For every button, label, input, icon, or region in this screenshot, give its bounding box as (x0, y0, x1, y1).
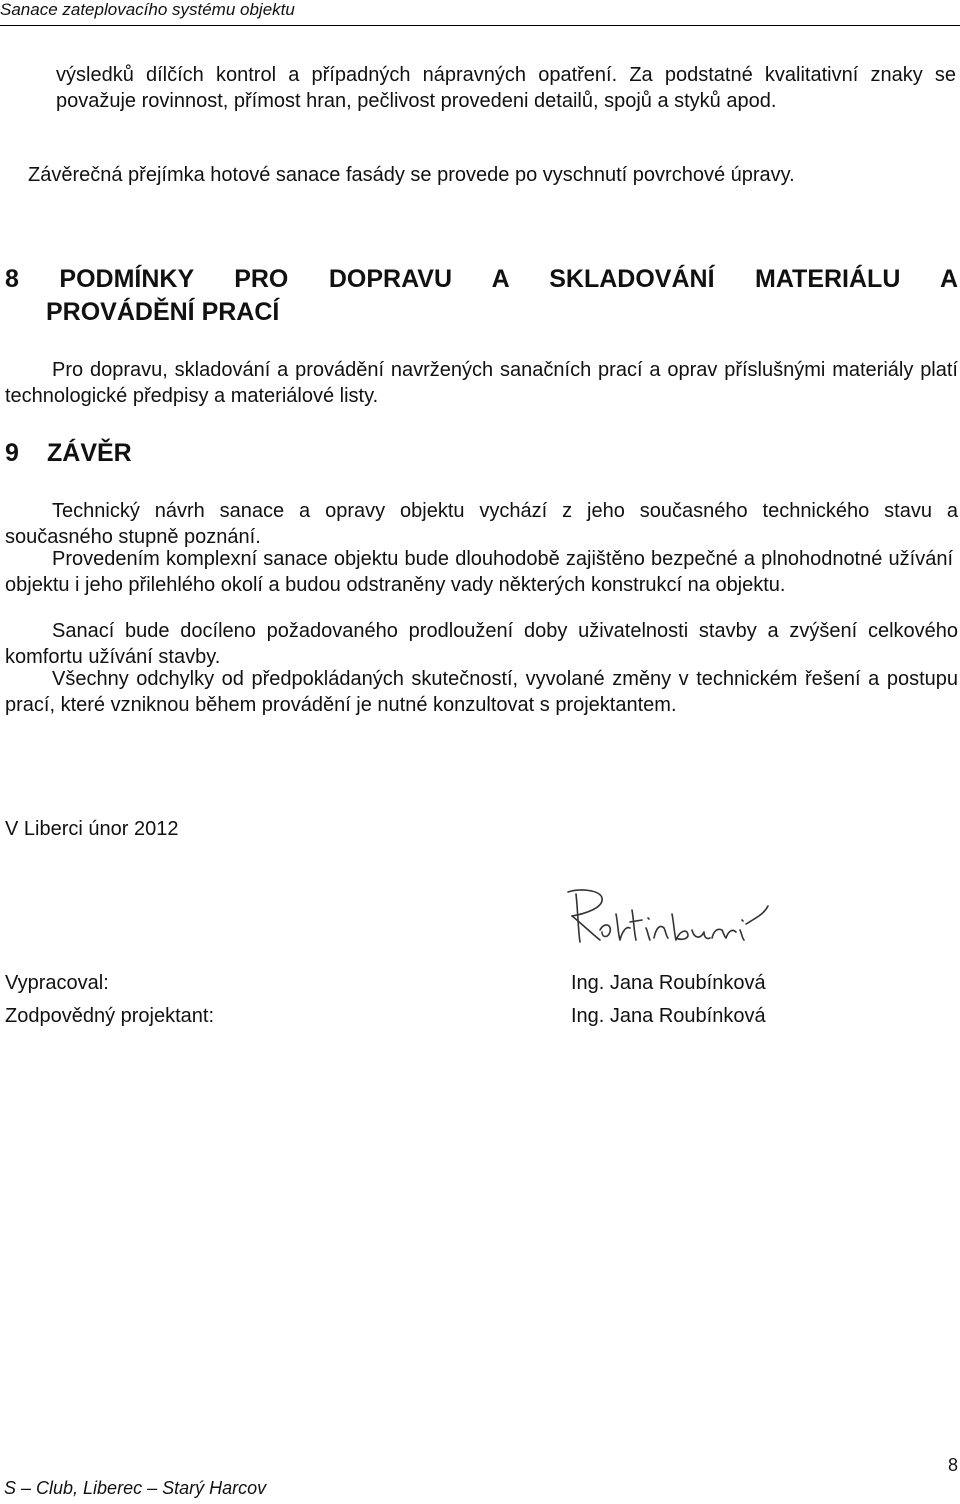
section-9-heading (5, 437, 132, 470)
header-rule (0, 25, 960, 26)
running-header: Sanace zateplovacího systému objektu (0, 0, 295, 19)
prepared-by-label: Vypracoval: (5, 972, 109, 994)
prepared-by-name: Ing. Jana Roubínková (571, 972, 766, 994)
footer-company: S – Club, Liberec – Starý Harcov (4, 1478, 267, 1498)
section-8-number: 8 (5, 265, 19, 293)
page-number: 8 (947, 1455, 958, 1475)
paragraph-final-acceptance: Závěrečná přejímka hotové sanace fasády se provede po vyschnutí povrchové úpravy. (28, 164, 795, 186)
section-8-title-line1: PODMÍNKY PRO DOPRAVU A SKLADOVÁNÍ MATERIÁLU A (59, 265, 958, 293)
section-8-heading (5, 263, 958, 296)
responsible-designer-name: Ing. Jana Roubínková (571, 1005, 766, 1027)
handwritten-signature (560, 884, 770, 954)
section-9-number: 9 (5, 439, 19, 467)
section-8-title-line2: PROVÁDĚNÍ PRACÍ (46, 298, 280, 326)
paragraph-inspection-results: výsledků dílčích kontrol a případných nápravných opatření. Za podstatné kvalitativní znaky se považuje rovinnost, přímost hran, pečlivost provedeni detailů, spojů a styků apod. (56, 64, 956, 112)
section-8-body: Pro dopravu, skladování a provádění navržených sanačních prací a oprav příslušnými materiály platí technologické předpisy a materiálové listy. (5, 359, 958, 407)
place-and-date: V Liberci únor 2012 (5, 818, 179, 840)
section-9-paragraph-1: Technický návrh sanace a opravy objektu vychází z jeho současného technického stavu a současného stupně poznání. (5, 500, 958, 548)
section-9-paragraph-3: Sanací bude docíleno požadovaného prodloužení doby uživatelnosti stavby a zvýšení celkového komfortu užívání stavby. (5, 620, 958, 668)
section-9-title: ZÁVĚR (47, 439, 132, 467)
responsible-designer-label: Zodpovědný projektant: (5, 1005, 215, 1027)
section-9-paragraph-2: Provedením komplexní sanace objektu bude dlouhodobě zajištěno bezpečné a plnohodnotné užívání objektu i jeho přilehlého okolí a budou odstraněny vady některých konstrukcí na objektu. (5, 548, 953, 596)
section-9-paragraph-4: Všechny odchylky od předpokládaných skutečností, vyvolané změny v technickém řešení a postupu prací, které vzniknou během provádění je nutné konzultovat s projektantem. (5, 668, 958, 716)
